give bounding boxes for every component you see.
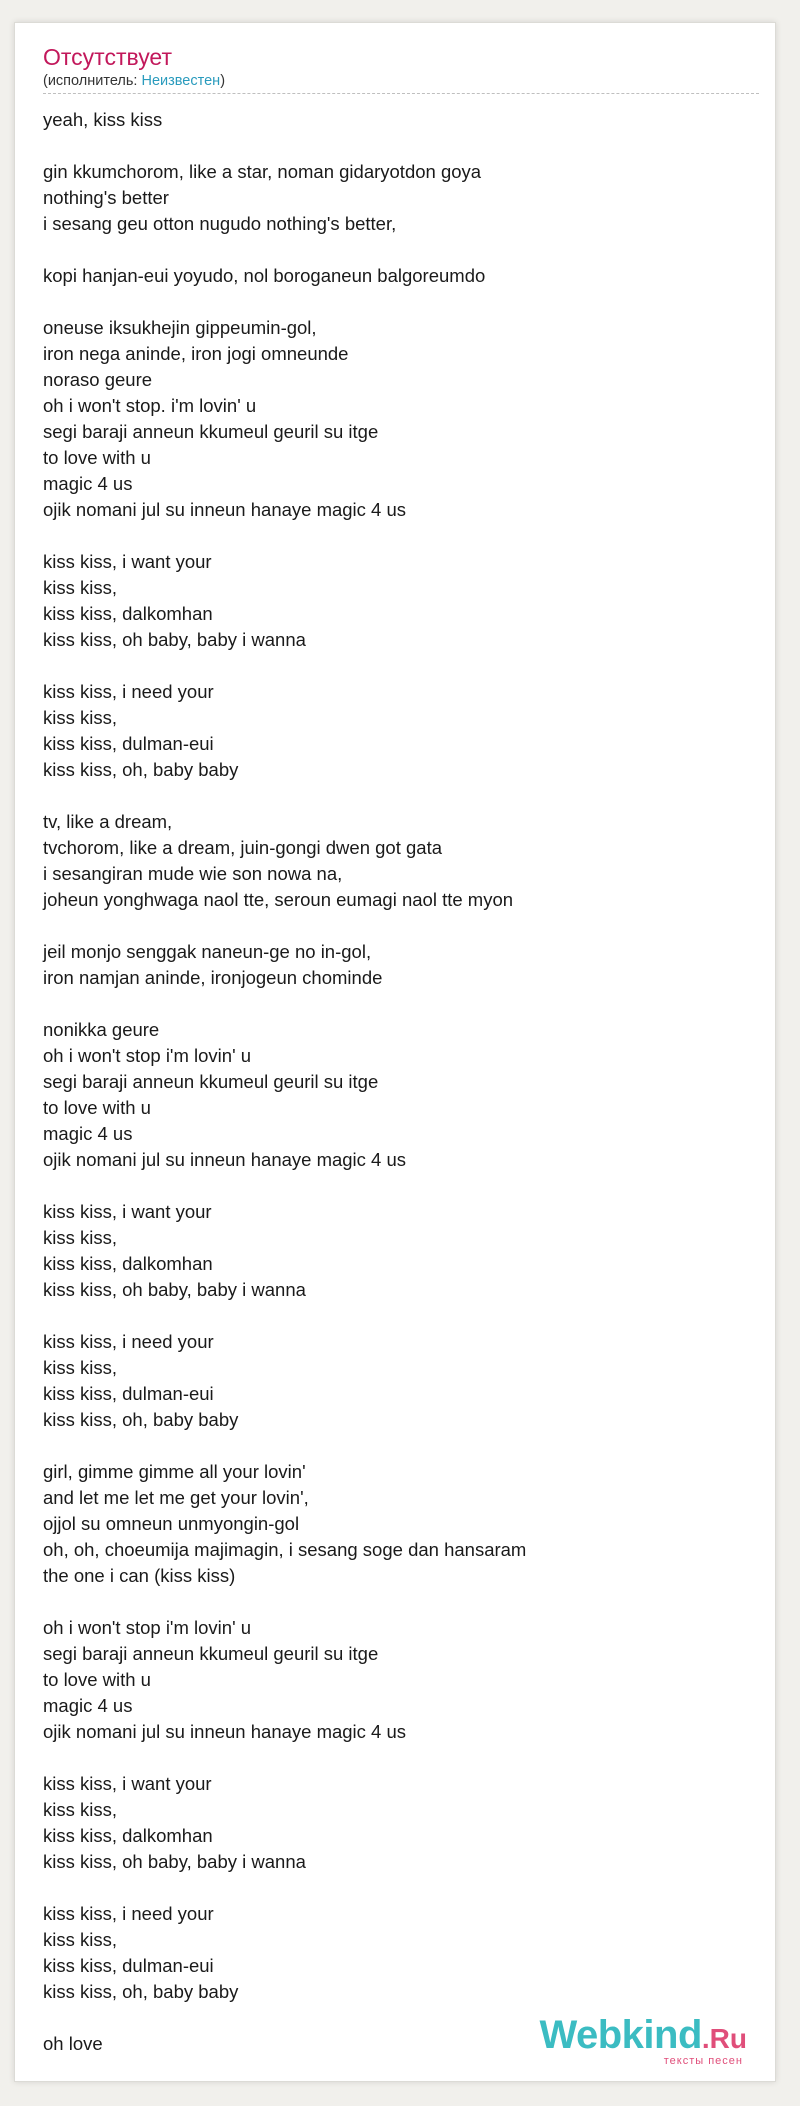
stanza-gap xyxy=(43,1875,759,1901)
lyric-line: the one i can (kiss kiss) xyxy=(43,1565,236,1586)
stanza-gap xyxy=(43,1589,759,1615)
lyric-line: kiss kiss, i want your xyxy=(43,1201,212,1222)
lyric-line: iron nega aninde, iron jogi omneunde xyxy=(43,343,349,364)
stanza-gap xyxy=(43,783,759,809)
lyric-line: kiss kiss, dalkomhan xyxy=(43,1253,213,1274)
lyric-line: ojik nomani jul su inneun hanaye magic 4 us xyxy=(43,1721,407,1742)
lyric-line: kiss kiss, dulman-eui xyxy=(43,1955,214,1976)
logo-suffix-text: .Ru xyxy=(701,2023,747,2054)
lyric-line: kiss kiss, xyxy=(43,577,117,598)
lyric-line: kiss kiss, oh baby, baby i wanna xyxy=(43,629,306,650)
lyric-line: oh, oh, choeumija majimagin, i sesang soge dan hansaram xyxy=(43,1539,527,1560)
lyric-line: gin kkumchorom, like a star, noman gidaryotdon goya xyxy=(43,161,482,182)
header-divider xyxy=(43,93,759,94)
lyric-line: kopi hanjan-eui yoyudo, nol boroganeun balgoreumdo xyxy=(43,265,486,286)
lyric-line: kiss kiss, dulman-eui xyxy=(43,1383,214,1404)
lyric-line: kiss kiss, oh, baby baby xyxy=(43,1409,239,1430)
lyric-line: magic 4 us xyxy=(43,1123,133,1144)
lyric-line: nonikka geure xyxy=(43,1019,160,1040)
stanza-gap xyxy=(43,1433,759,1459)
lyric-line: kiss kiss, i need your xyxy=(43,681,214,702)
stanza-gap xyxy=(43,523,759,549)
artist-link[interactable]: Неизвестен xyxy=(141,73,221,89)
stanza-gap xyxy=(43,237,759,263)
lyric-line: noraso geure xyxy=(43,369,153,390)
lyric-line: kiss kiss, xyxy=(43,1227,117,1248)
song-title: Отсутствует xyxy=(43,44,172,70)
lyric-line: i sesangiran mude wie son nowa na, xyxy=(43,863,343,884)
lyric-line: oh i won't stop. i'm lovin' u xyxy=(43,395,257,416)
lyric-line: oh i won't stop i'm lovin' u xyxy=(43,1617,252,1638)
lyric-line: kiss kiss, xyxy=(43,707,117,728)
lyric-line: kiss kiss, xyxy=(43,1929,117,1950)
lyric-line: iron namjan aninde, ironjogeun chominde xyxy=(43,967,383,988)
lyric-line: ojik nomani jul su inneun hanaye magic 4 us xyxy=(43,499,407,520)
lyric-line: nothing's better xyxy=(43,187,169,208)
lyric-line: ojik nomani jul su inneun hanaye magic 4 us xyxy=(43,1149,407,1170)
lyric-line: segi baraji anneun kkumeul geuril su itge xyxy=(43,421,379,442)
lyric-line: kiss kiss, i want your xyxy=(43,551,212,572)
stanza-gap xyxy=(43,133,759,159)
lyric-line: to love with u xyxy=(43,1097,151,1118)
lyric-line: kiss kiss, oh, baby baby xyxy=(43,759,239,780)
lyric-line: kiss kiss, oh baby, baby i wanna xyxy=(43,1279,306,1300)
lyric-line: kiss kiss, oh, baby baby xyxy=(43,1981,239,2002)
stanza-gap xyxy=(43,991,759,1017)
artist-prefix: (исполнитель: xyxy=(43,73,142,89)
lyric-line: magic 4 us xyxy=(43,473,133,494)
stanza-gap xyxy=(43,913,759,939)
lyric-line: to love with u xyxy=(43,447,151,468)
lyrics-card xyxy=(14,22,776,2082)
lyric-line: jeil monjo senggak naneun-ge no in-gol, xyxy=(43,941,372,962)
lyric-line: segi baraji anneun kkumeul geuril su itge xyxy=(43,1071,379,1092)
lyric-line: magic 4 us xyxy=(43,1695,133,1716)
stanza-gap xyxy=(43,1303,759,1329)
lyric-line: kiss kiss, i want your xyxy=(43,1773,212,1794)
lyric-line: kiss kiss, i need your xyxy=(43,1903,214,1924)
artist-suffix: ) xyxy=(220,73,226,89)
lyric-line: kiss kiss, dalkomhan xyxy=(43,1825,213,1846)
lyric-line: i sesang geu otton nugudo nothing's better, xyxy=(43,213,397,234)
lyric-line: kiss kiss, xyxy=(43,1799,117,1820)
lyric-line: tv, like a dream, xyxy=(43,811,173,832)
lyric-line: yeah, kiss kiss xyxy=(43,109,163,130)
logo-main-text: Webkind xyxy=(539,2013,702,2057)
artist-line xyxy=(43,72,759,90)
lyric-line: ojjol su omneun unmyongin-gol xyxy=(43,1513,300,1534)
lyric-line: tvchorom, like a dream, juin-gongi dwen got gata xyxy=(43,837,442,858)
lyric-line: oh i won't stop i'm lovin' u xyxy=(43,1045,252,1066)
lyric-line: joheun yonghwaga naol tte, seroun eumagi naol tte myon xyxy=(43,889,514,910)
lyric-line: kiss kiss, dulman-eui xyxy=(43,733,214,754)
lyrics-text xyxy=(43,107,759,2057)
lyric-line: and let me let me get your lovin', xyxy=(43,1487,309,1508)
stanza-gap xyxy=(43,1745,759,1771)
lyric-line: kiss kiss, dalkomhan xyxy=(43,603,213,624)
lyric-line: kiss kiss, oh baby, baby i wanna xyxy=(43,1851,306,1872)
lyric-line: to love with u xyxy=(43,1669,151,1690)
lyric-line: kiss kiss, xyxy=(43,1357,117,1378)
site-logo[interactable] xyxy=(539,2015,747,2067)
lyric-line: kiss kiss, i need your xyxy=(43,1331,214,1352)
stanza-gap xyxy=(43,653,759,679)
song-header xyxy=(43,43,759,90)
lyric-line: segi baraji anneun kkumeul geuril su itge xyxy=(43,1643,379,1664)
logo-tagline: тексты песен xyxy=(663,2055,743,2067)
stanza-gap xyxy=(43,289,759,315)
lyric-line: oh love xyxy=(43,2033,103,2054)
lyric-line: girl, gimme gimme all your lovin' xyxy=(43,1461,306,1482)
stanza-gap xyxy=(43,1173,759,1199)
lyric-line: oneuse iksukhejin gippeumin-gol, xyxy=(43,317,317,338)
